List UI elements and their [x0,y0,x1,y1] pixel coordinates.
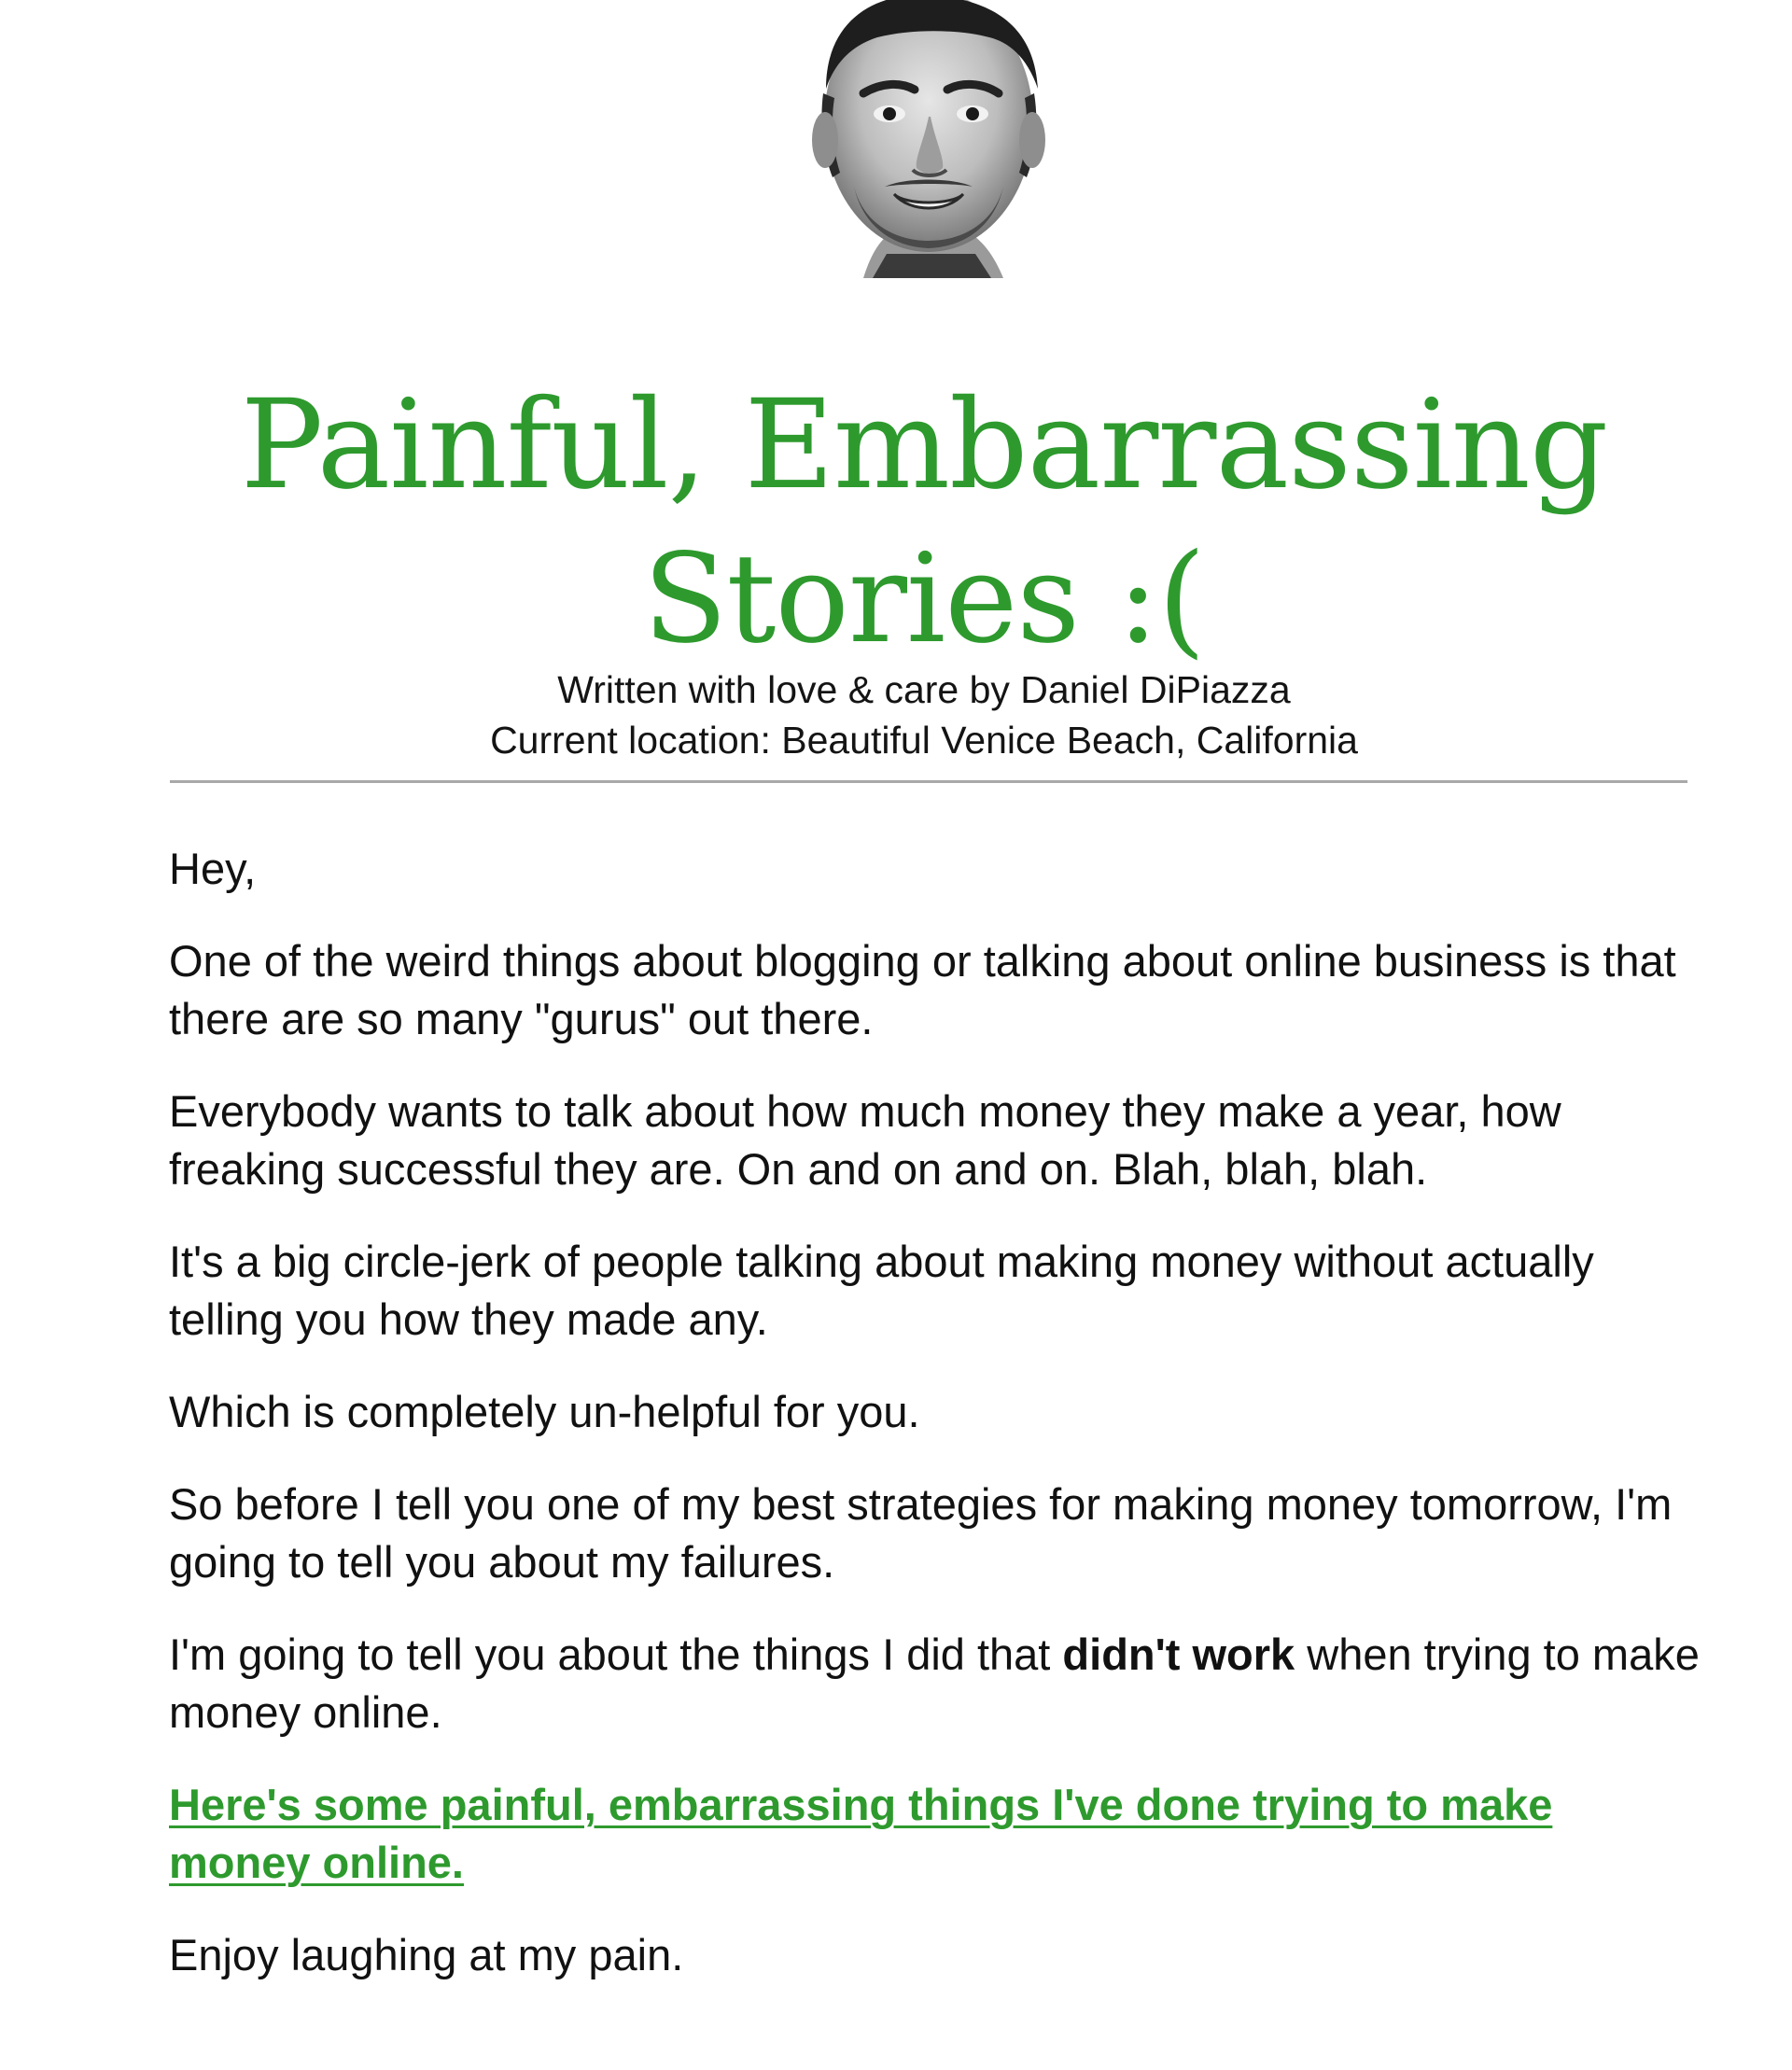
embarrassing-stories-link[interactable]: Here's some painful, embarrassing things I've done trying to make money online. [169,1780,1553,1887]
paragraph-everybody: Everybody wants to talk about how much money they make a year, how freaking successful they are. On and on and on. Blah, blah, blah. [169,1086,1561,1194]
emphasis-didnt-work: didn't work [1062,1629,1295,1679]
paragraph-didnt-work [169,1626,1700,1741]
author-portrait-icon [775,0,1083,278]
link-paragraph [169,1776,1700,1892]
paragraph-didnt-work-lead: I'm going to tell you about the things I did that [169,1629,1063,1679]
author-location: Current location: Beautiful Venice Beach, California [490,719,1358,762]
paragraph-failures: So before I tell you one of my best strategies for making money tomorrow, I'm going to tell you about my failures. [169,1479,1673,1587]
closing-paragraph: Enjoy laughing at my pain. [169,1930,684,1979]
paragraph-circle: It's a big circle-jerk of people talking about making money without actually telling you how they made any. [169,1237,1594,1344]
page-title: Painful, Embarrassing Stories :( [240,373,1608,671]
header-divider [170,780,1687,783]
paragraph-gurus: One of the weird things about blogging or talking about online business is that there are so many "gurus" out there. [169,936,1676,1043]
author-byline: Written with love & care by Daniel DiPiazza [557,668,1291,711]
paragraph-didnt-work-tail: when trying to make money online. [169,1629,1700,1737]
greeting-paragraph: Hey, [169,844,257,893]
article-body [169,840,1700,2019]
byline-block [168,664,1680,765]
paragraph-unhelpful: Which is completely un-helpful for you. [169,1387,920,1436]
